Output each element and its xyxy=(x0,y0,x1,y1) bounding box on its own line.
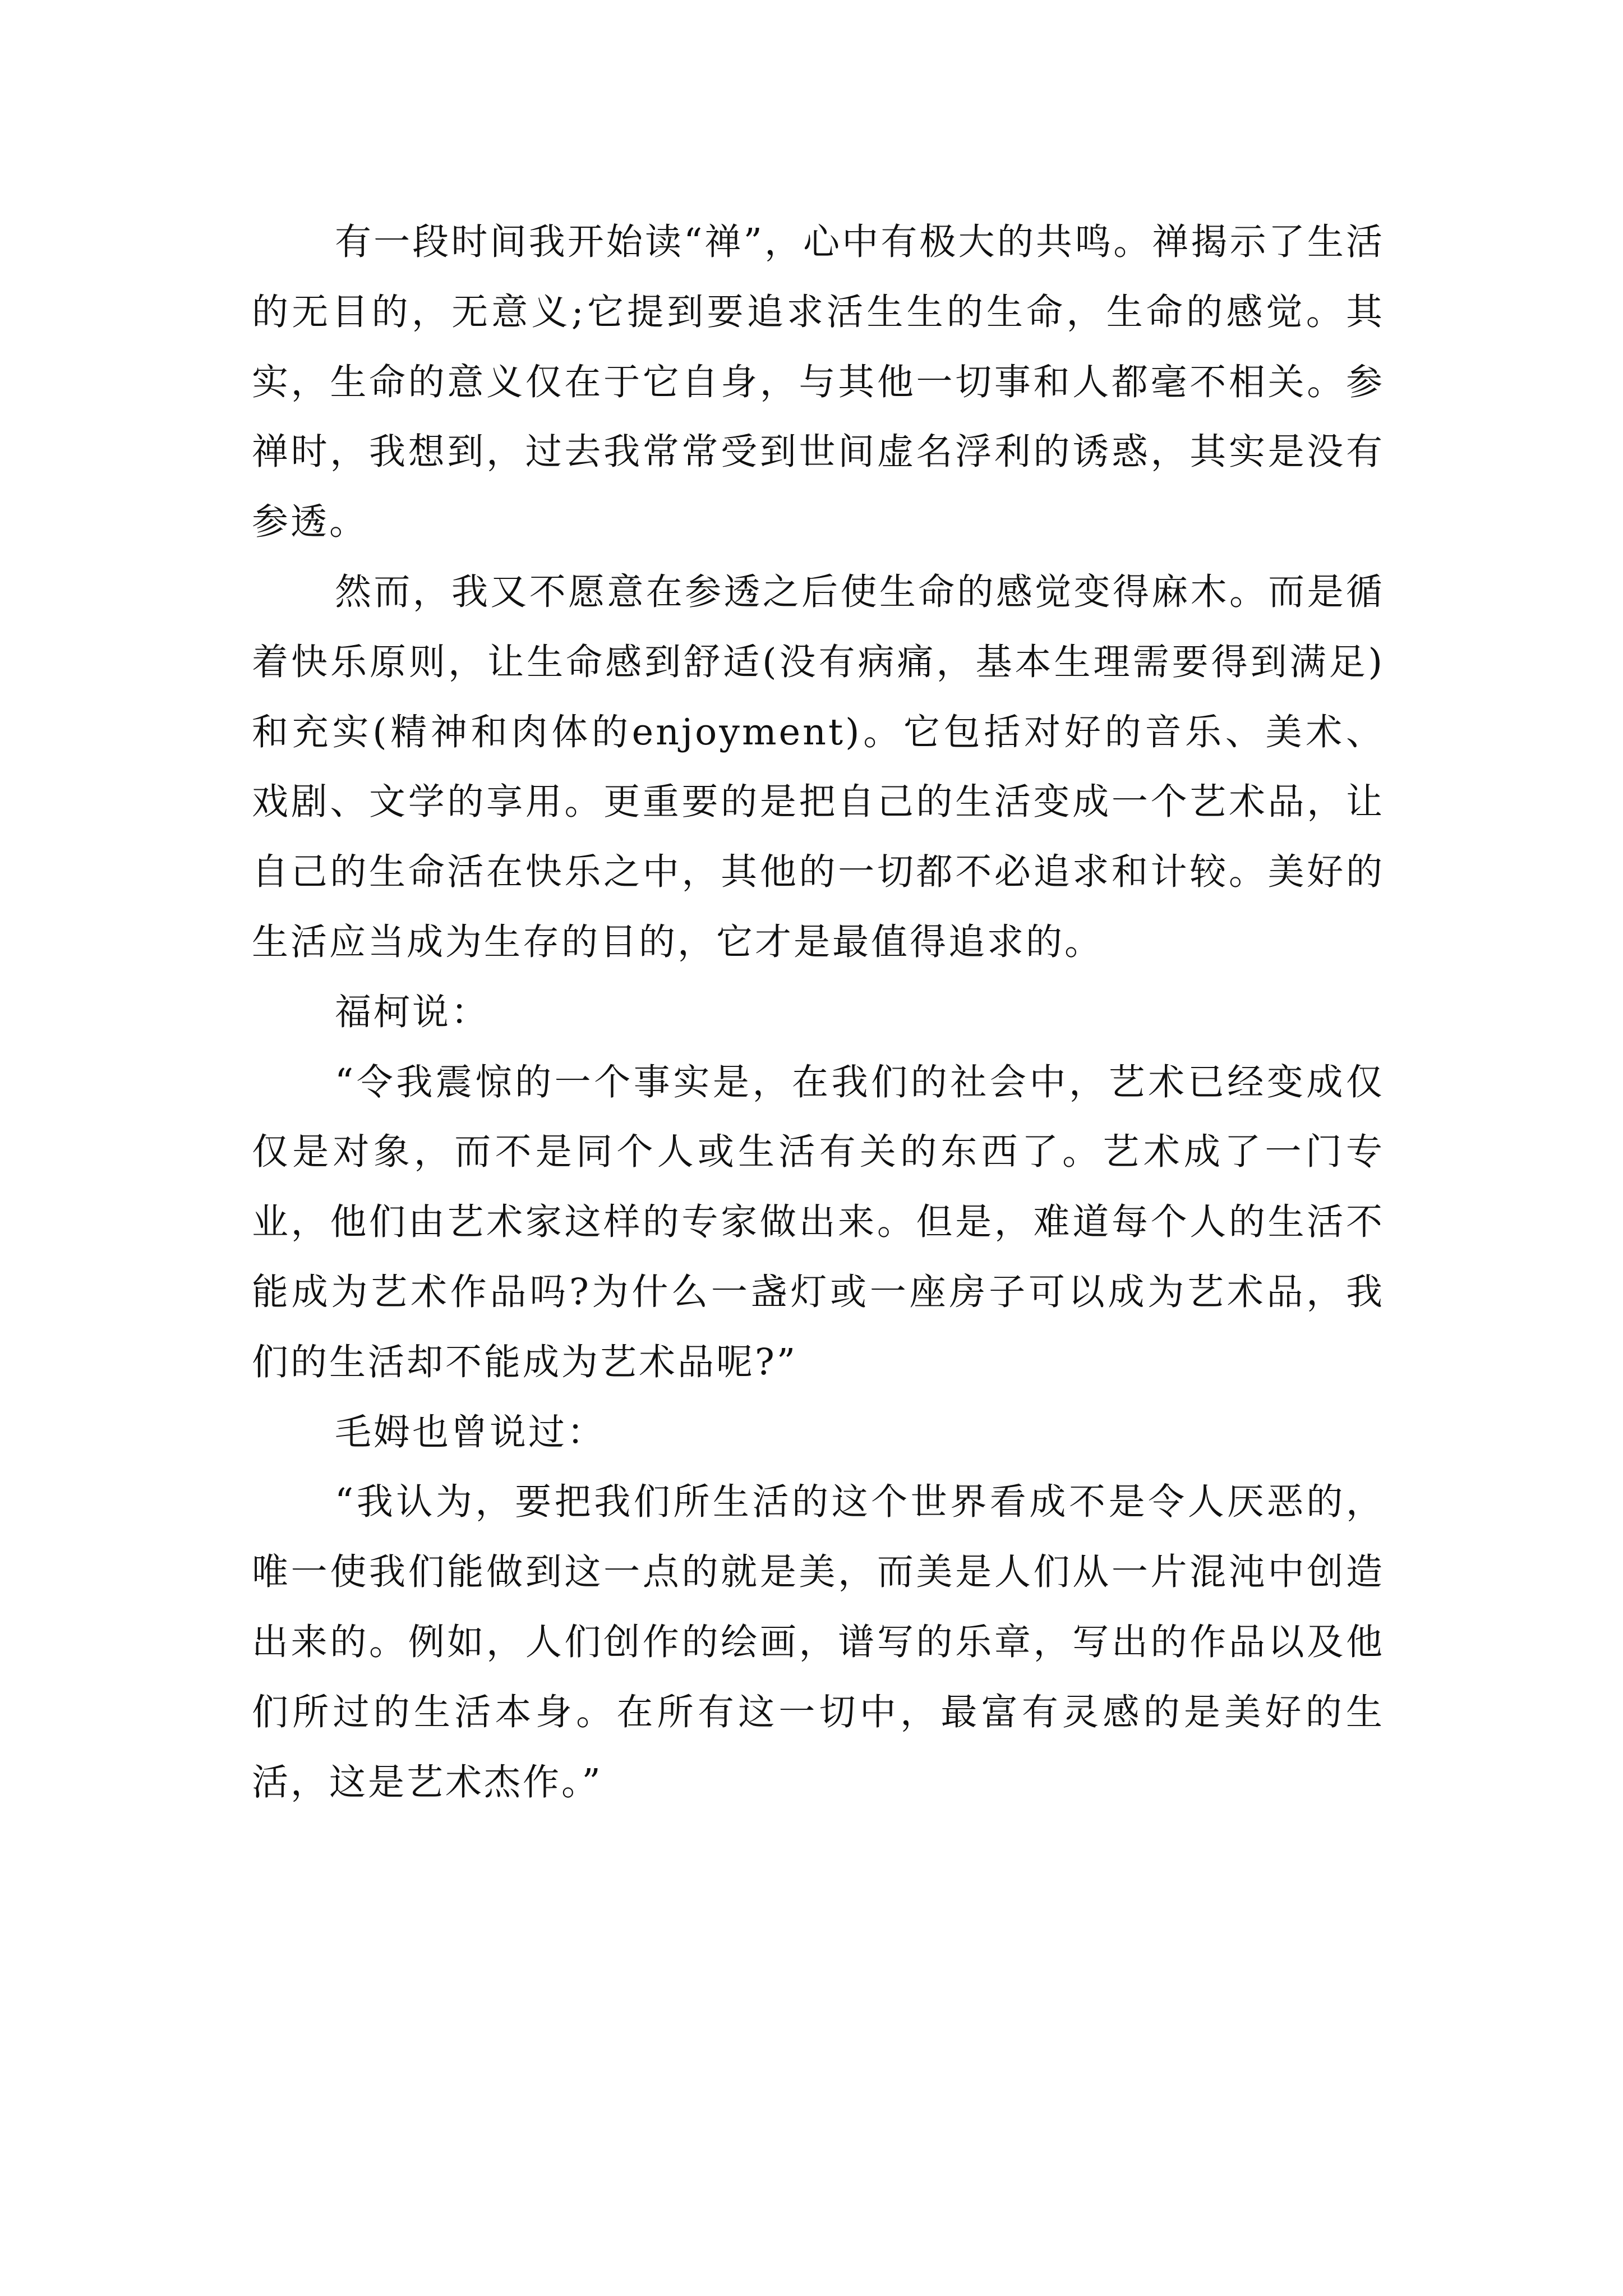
paragraph-foucault-intro: 福柯说： xyxy=(335,991,490,1033)
paragraph-maugham-intro: 毛姆也曾说过： xyxy=(335,1411,606,1453)
document-body xyxy=(252,208,1385,1818)
paragraph-pleasure-principle: 然而，我又不愿意在参透之后使生命的感觉变得麻木。而是循着快乐原则，让生命感到舒适(没有病痛，基本生理需要得到满足)和充实(精神和肉体的enjoyment)。它包括对好的音乐、美术、戏剧、文学的享用。更重要的是把自己的生活变成一个艺术品，让自己的生命活在快乐之中，其他的一切都不必追求和计较。美好的生活应当成为生存的目的，它才是最值得追求的。 xyxy=(252,570,1385,963)
paragraph-maugham-quote: “我认为，要把我们所生活的这个世界看成不是令人厌恶的，唯一使我们能做到这一点的就是美，而美是人们从一片混沌中创造出来的。例如，人们创作的绘画，谱写的乐章，写出的作品以及他们所过的生活本身。在所有这一切中，最富有灵感的是美好的生活，这是艺术杰作。” xyxy=(252,1481,1385,1803)
paragraph-zen: 有一段时间我开始读“禅”，心中有极大的共鸣。禅揭示了生活的无目的，无意义;它提到要追求活生生的生命，生命的感觉。其实，生命的意义仅在于它自身，与其他一切事和人都毫不相关。参禅时，我想到，过去我常常受到世间虚名浮利的诱惑，其实是没有参透。 xyxy=(252,221,1385,544)
paragraph-foucault-quote: “令我震惊的一个事实是，在我们的社会中，艺术已经变成仅仅是对象，而不是同个人或生活有关的东西了。艺术成了一门专业，他们由艺术家这样的专家做出来。但是，难道每个人的生活不能成为艺术作品吗?为什么一盏灯或一座房子可以成为艺术品，我们的生活却不能成为艺术品呢?” xyxy=(252,1061,1385,1383)
